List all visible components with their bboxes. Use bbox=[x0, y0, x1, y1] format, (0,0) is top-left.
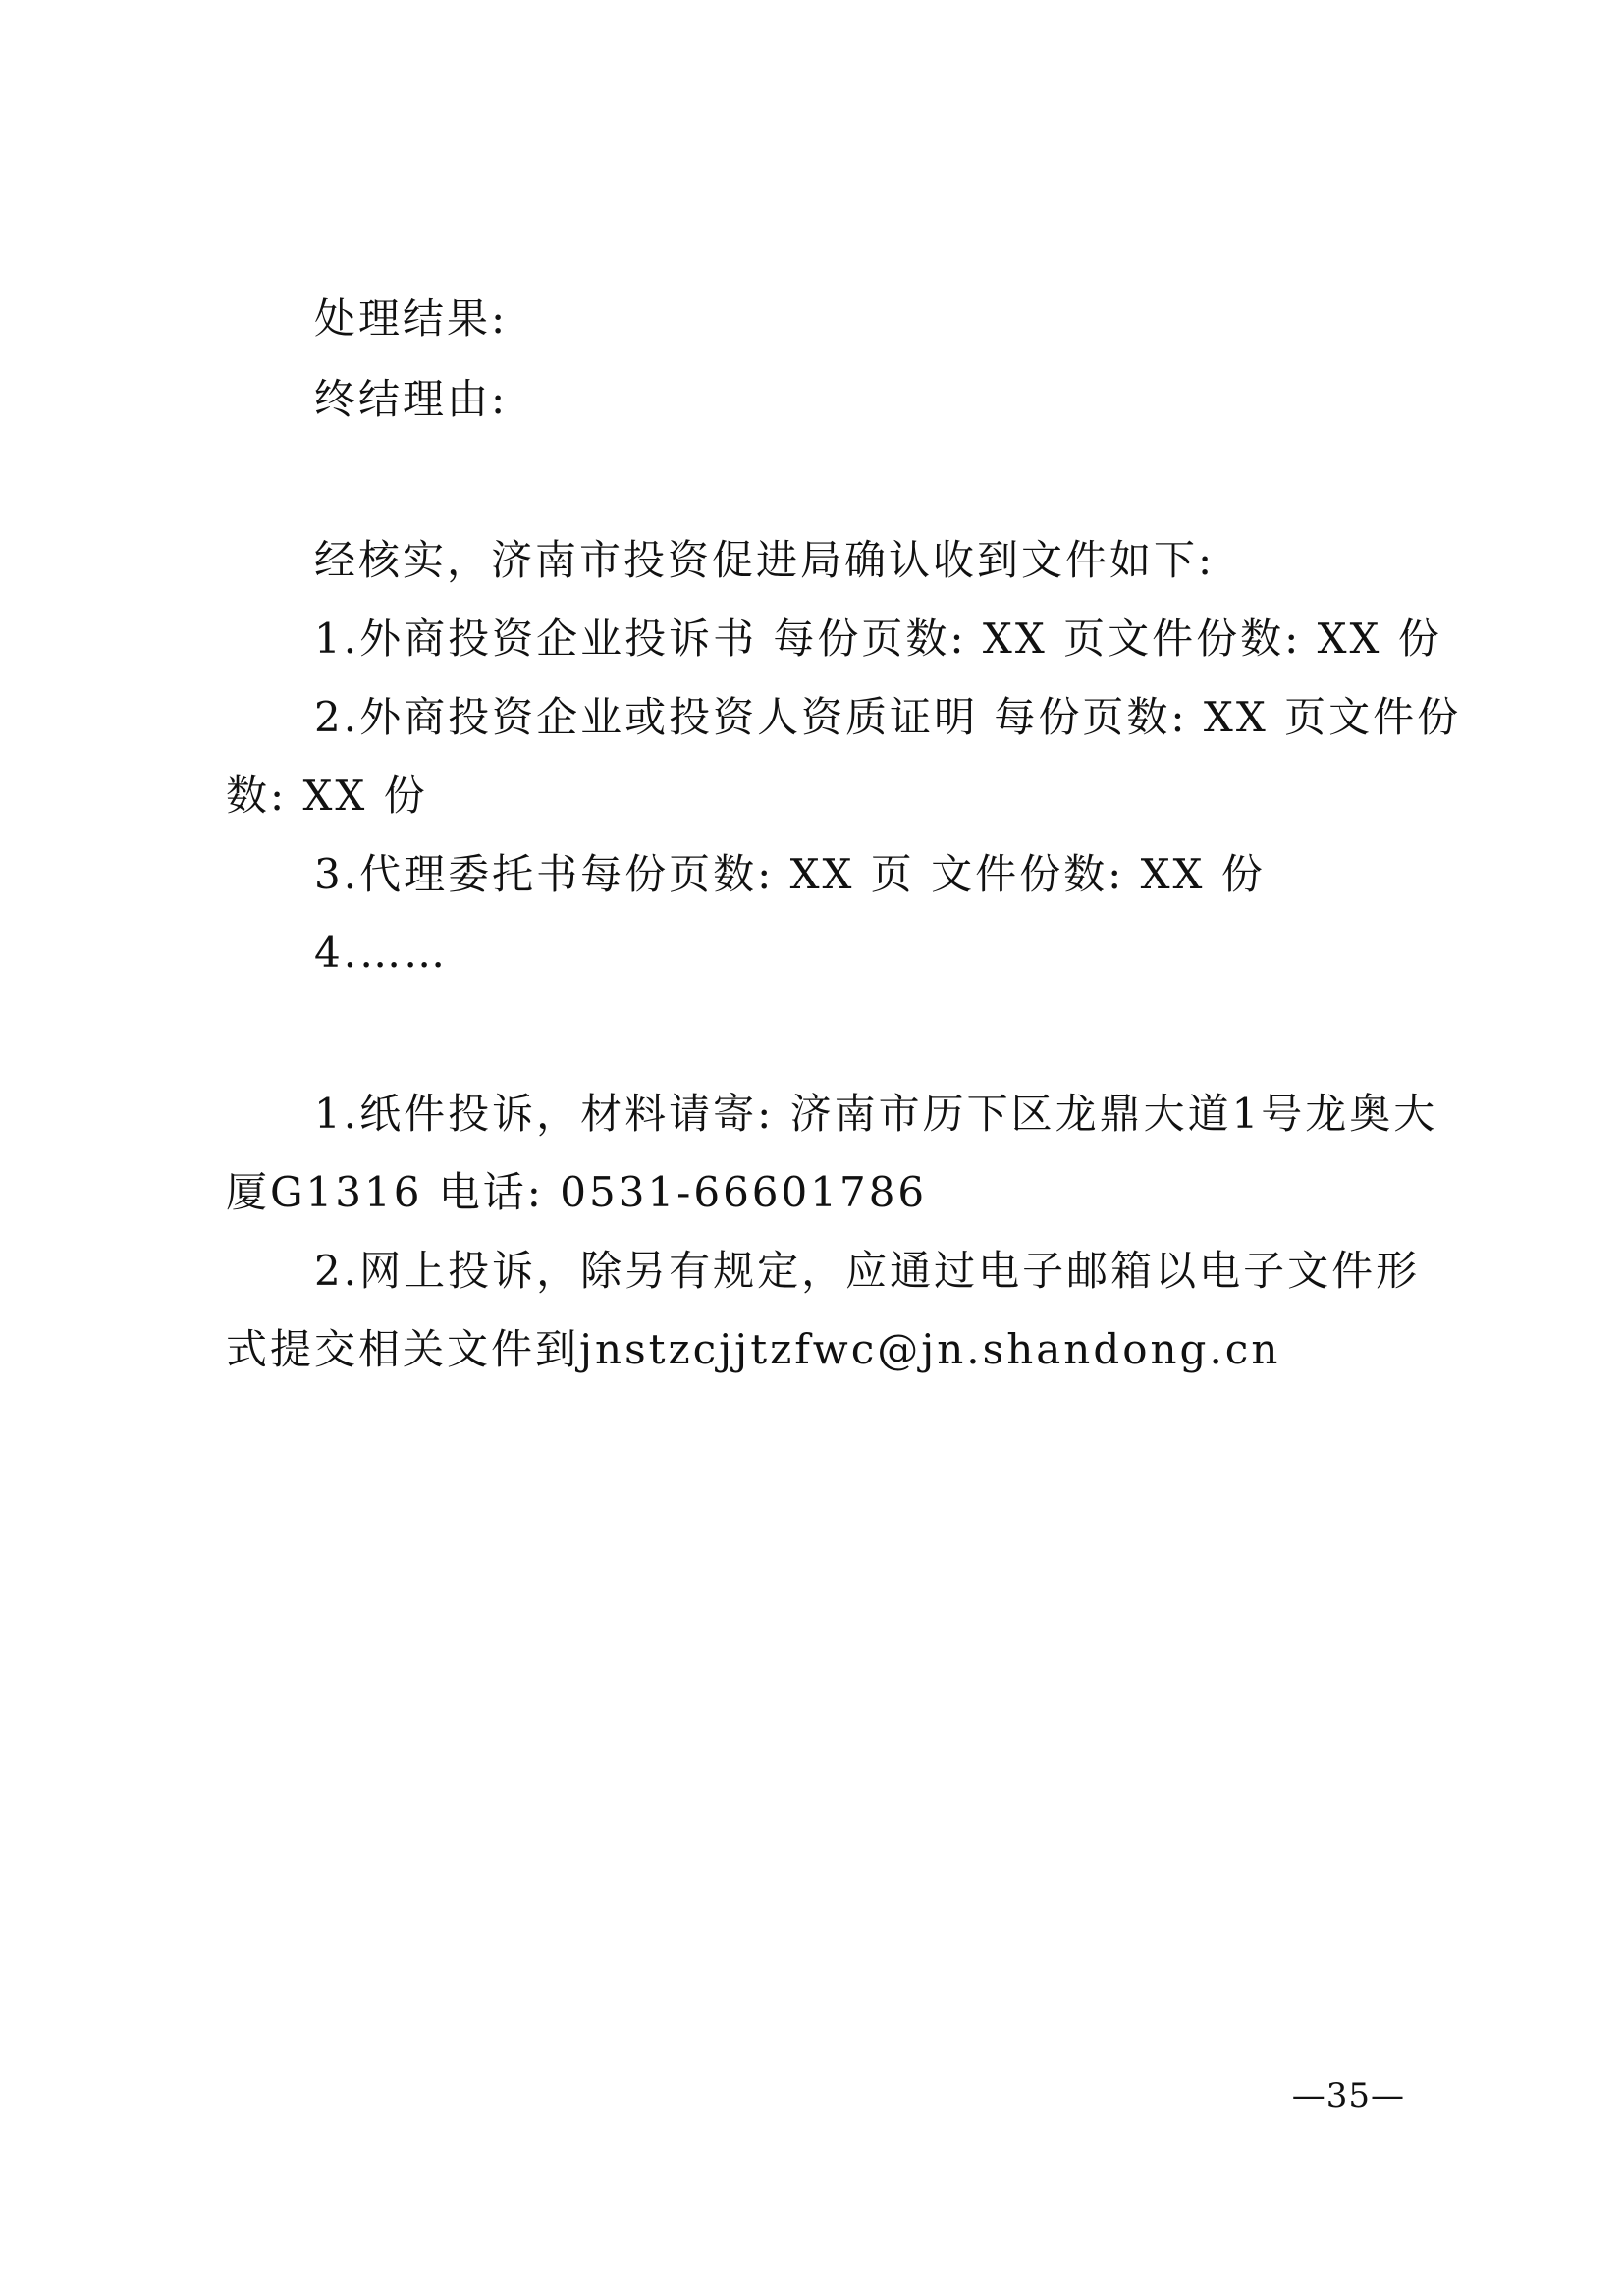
result-label: 处理结果: bbox=[314, 294, 509, 343]
contact-line: 式提交相关文件到jnstzcjjtzfwc@jn.shandong.cn bbox=[226, 1325, 1281, 1373]
contact-line: 1.纸件投诉，材料请寄: 济南市历下区龙鼎大道1号龙奥大 bbox=[314, 1090, 1438, 1138]
document-item: 3.代理委托书每份页数: XX 页 文件份数: XX 份 bbox=[314, 850, 1266, 898]
document-item: 2.外商投资企业或投资人资质证明 每份页数: XX 页文件份 bbox=[314, 693, 1462, 741]
document-item-continuation: 数: XX 份 bbox=[226, 772, 428, 820]
page-number: —35— bbox=[1291, 2076, 1405, 2115]
reason-label: 终结理由: bbox=[314, 375, 509, 423]
contact-line: 2.网上投诉，除另有规定，应通过电子邮箱以电子文件形 bbox=[314, 1247, 1421, 1295]
document-item: 1.外商投资企业投诉书 每份页数: XX 页文件份数: XX 份 bbox=[314, 614, 1442, 663]
contact-line: 厦G1316 电话: 0531-66601786 bbox=[226, 1168, 928, 1216]
verification-text: 经核实，济南市投资促进局确认收到文件如下: bbox=[314, 536, 1216, 584]
document-item: 4.…… bbox=[314, 929, 449, 977]
